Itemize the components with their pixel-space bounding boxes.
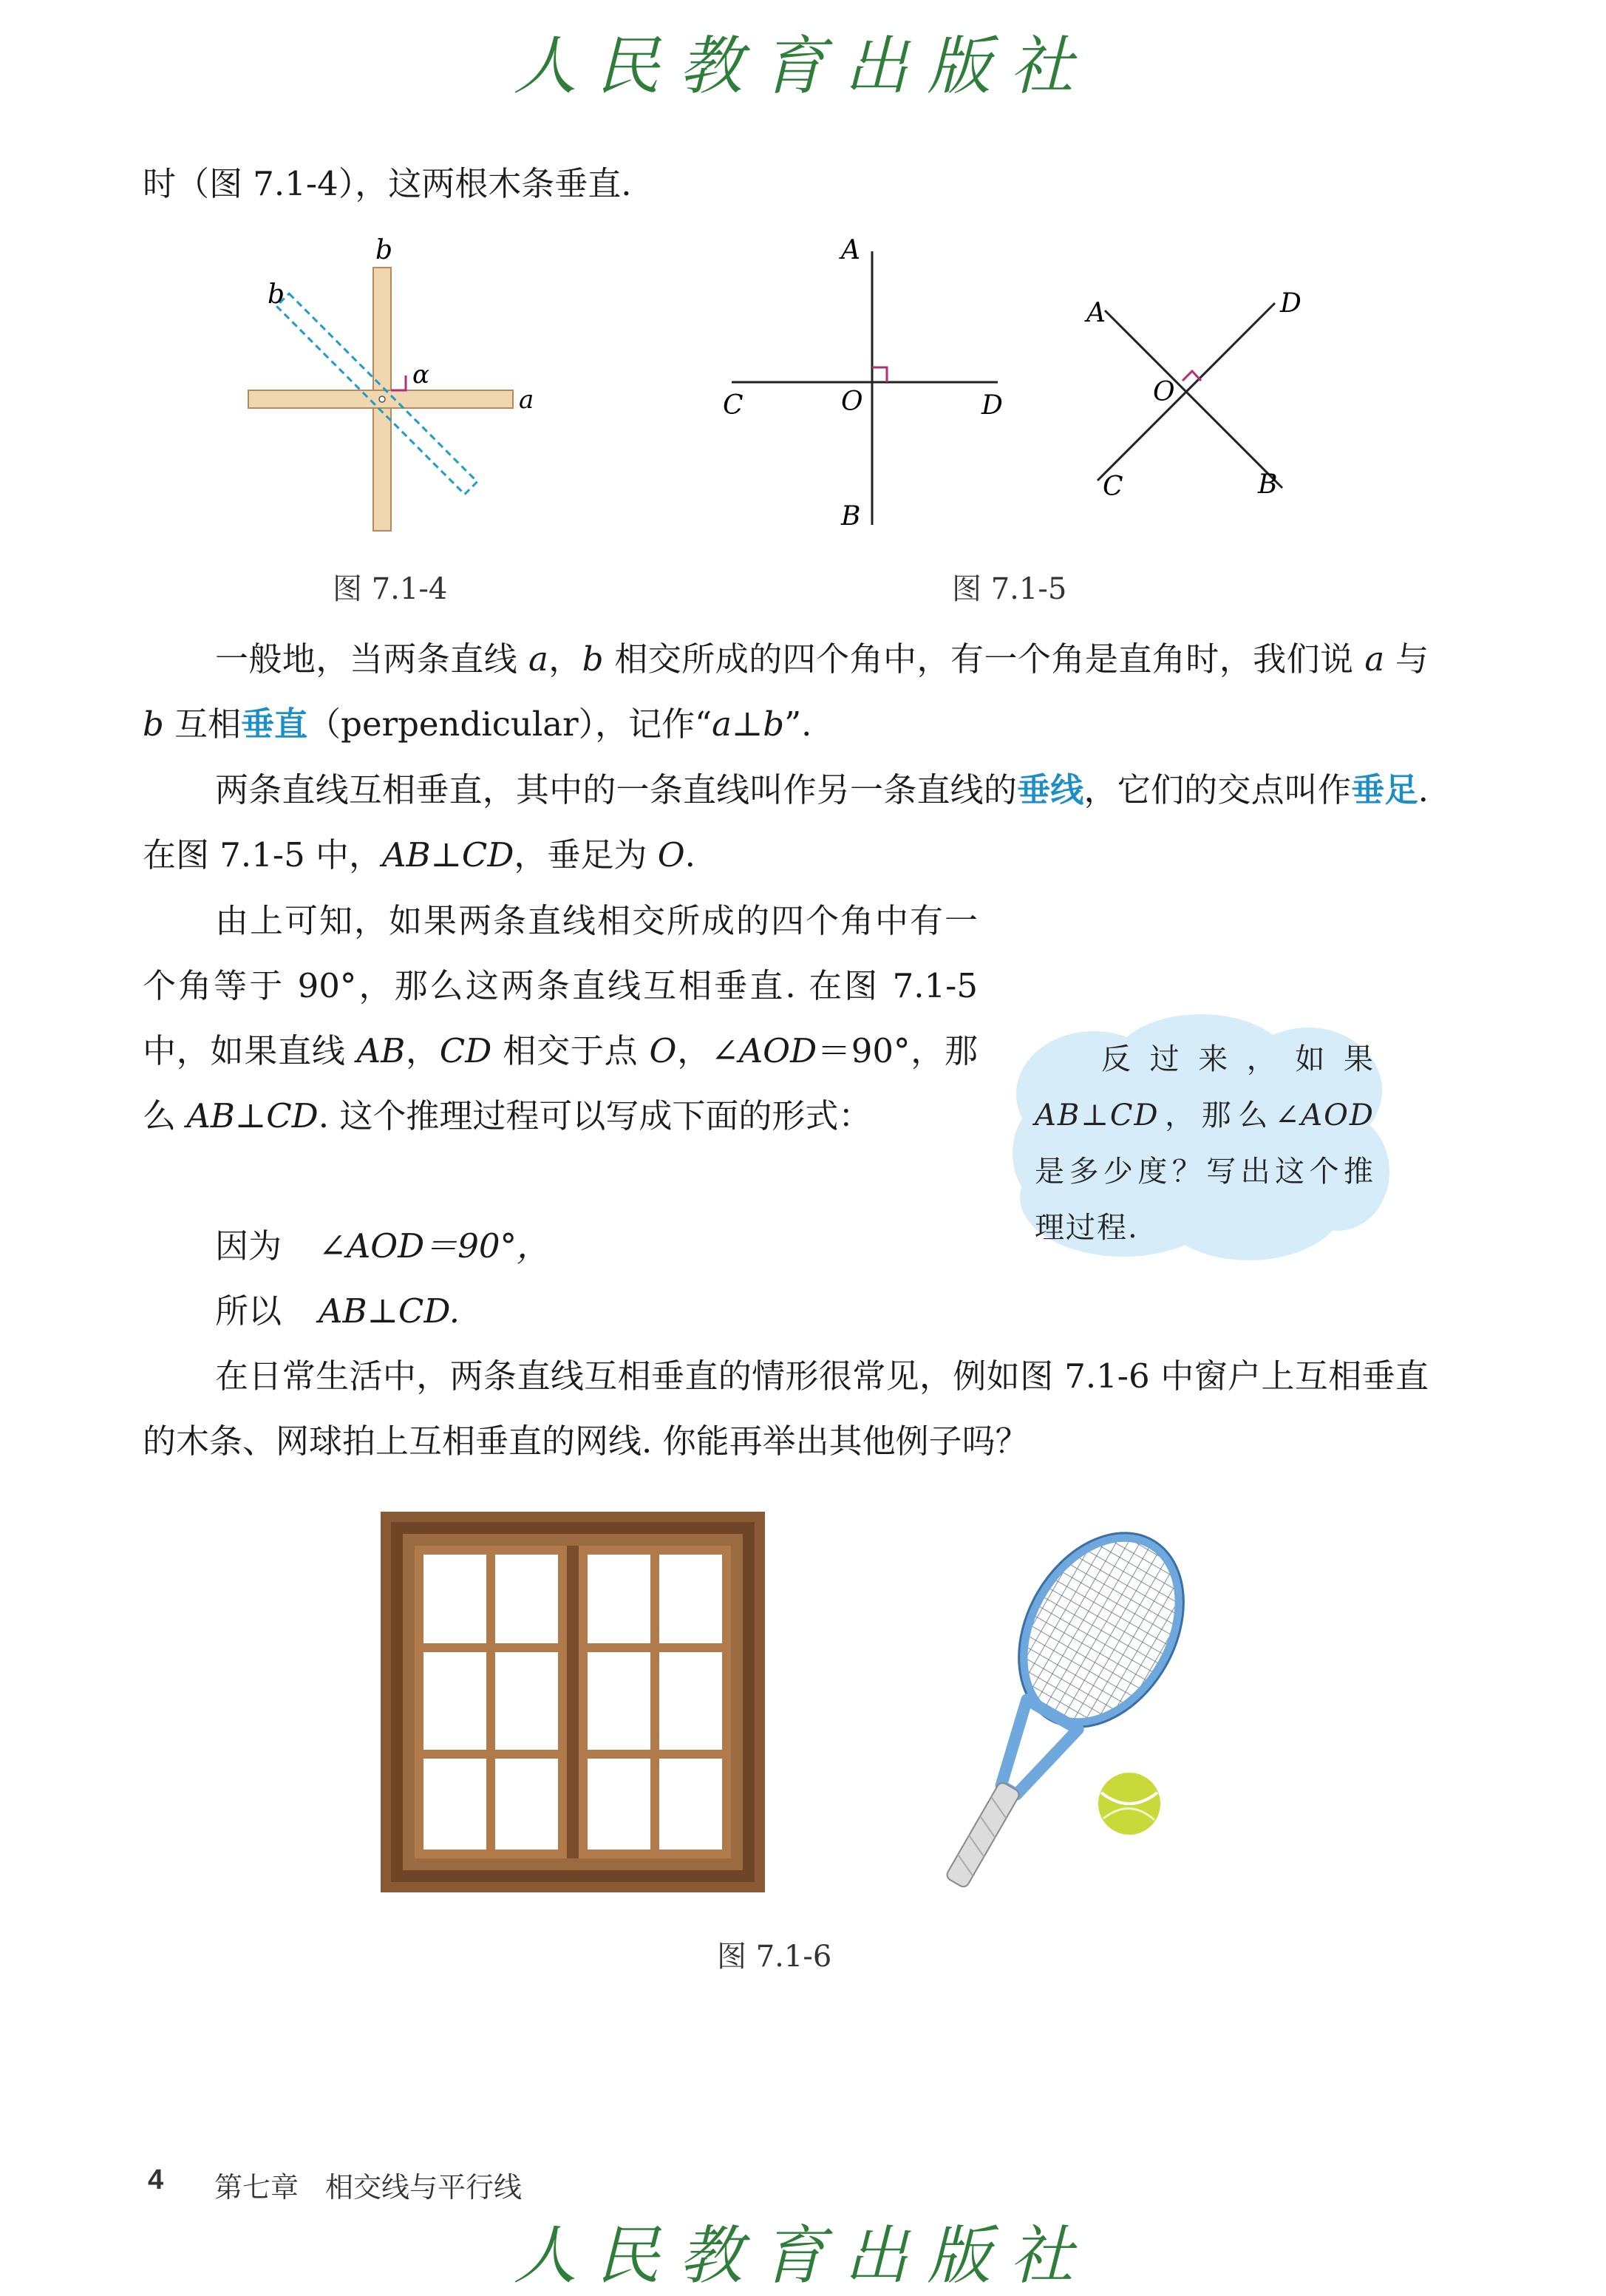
label-O: O <box>1153 377 1175 407</box>
math-a: a <box>528 639 548 679</box>
because-word: 因为 <box>215 1226 282 1266</box>
label-A: A <box>841 235 860 265</box>
text: ，那么 <box>1159 1098 1275 1132</box>
label-B: B <box>1258 469 1278 500</box>
therefore-word: 所以 <box>215 1291 282 1331</box>
window-illustration <box>381 1512 765 1892</box>
caption-fig-7-1-5: 图 7.1-5 <box>952 572 1067 606</box>
right-angle-mark <box>872 367 887 382</box>
keyword-perpendicular-line: 垂线 <box>1017 770 1084 809</box>
figure-7-1-4 <box>237 229 547 540</box>
intro-line: 时（图 7.1-4），这两根木条垂直. <box>143 164 632 203</box>
keyword-perpendicular: 垂直 <box>241 704 308 744</box>
text: 两条直线互相垂直，其中的一条直线叫作另一条直线的 <box>215 770 1018 809</box>
publisher-logo-top: 人民教育出版社 <box>513 30 1093 103</box>
right-angle-mark <box>1183 371 1201 381</box>
text: ”. <box>784 704 812 744</box>
math-cd: CD <box>439 1031 492 1070</box>
chapter-title: 相交线与平行线 <box>325 2173 523 2204</box>
window-left-sash <box>415 1546 567 1858</box>
pivot-point <box>379 396 385 402</box>
text: （perpendicular），记作“ <box>307 704 712 744</box>
window-right-sash <box>579 1546 731 1858</box>
caption-fig-7-1-6: 图 7.1-6 <box>717 1940 832 1974</box>
paragraph-perpendicular-line <box>143 758 1429 888</box>
paragraph-reasoning <box>143 889 978 1149</box>
chapter-label: 第七章 <box>214 2173 299 2204</box>
label-C: C <box>723 390 744 421</box>
text: ，它们的交点叫作 <box>1083 770 1352 809</box>
tennis-racket-illustration <box>894 1523 1205 1892</box>
thought-bubble-text <box>1035 1031 1375 1256</box>
text: ， <box>676 1031 711 1070</box>
text: . <box>684 835 695 874</box>
paragraph-daily-life: 在日常生活中，两条直线互相垂直的情形很常见，例如图 7.1-6 中窗户上互相垂直的木条、网球拍上互相垂直的网线. 你能再举出其他例子吗？ <box>143 1356 1429 1461</box>
label-O: O <box>841 387 863 417</box>
math-b: b <box>143 704 164 744</box>
label-C: C <box>1103 472 1123 502</box>
therefore-expression: AB⊥CD. <box>319 1291 460 1331</box>
text: 相交所成的四个角中，有一个角是直角时，我们说 <box>603 639 1365 679</box>
page-number: 4 <box>148 2164 164 2195</box>
label-A: A <box>1086 298 1106 328</box>
label-D: D <box>1280 288 1302 319</box>
therefore-line <box>215 1279 1501 1344</box>
label-B: B <box>841 501 861 531</box>
text: 反过来，如果 <box>1101 1042 1375 1076</box>
tennis-ball <box>1098 1773 1160 1835</box>
text: 与 <box>1384 639 1429 679</box>
label-b-top: b <box>375 235 393 265</box>
math-notation: a⊥b <box>712 704 785 744</box>
text: . 在图 7.1-5 中， <box>143 770 1429 874</box>
right-angle-mark <box>391 376 406 390</box>
label-D: D <box>981 390 1003 421</box>
text: 是多少度？写出这个推理过程. <box>1035 1155 1375 1245</box>
math-angle-aod: ∠AOD <box>1274 1098 1375 1132</box>
text: 相交于点 <box>491 1031 650 1070</box>
math-ab-perp-cd: AB⊥CD <box>382 835 514 874</box>
math-o: O <box>657 835 685 874</box>
publisher-logo-bottom: 人民教育出版社 <box>513 2219 1093 2293</box>
figure-7-1-5-right <box>1064 274 1316 517</box>
math-ab-perp-cd: AB⊥CD <box>1035 1098 1160 1132</box>
text: ＝90°，那么 <box>143 1031 978 1135</box>
caption-fig-7-1-4: 图 7.1-4 <box>333 572 448 606</box>
text: ， <box>548 639 582 679</box>
math-ab: AB <box>356 1031 406 1070</box>
keyword-foot: 垂足 <box>1351 770 1418 809</box>
math-ab-perp-cd: AB⊥CD <box>186 1096 319 1135</box>
because-expression: ∠AOD＝90°， <box>319 1226 550 1266</box>
text: 一般地，当两条直线 <box>215 639 528 679</box>
label-a: a <box>519 385 534 415</box>
paragraph-definition <box>143 627 1429 757</box>
math-b: b <box>582 639 604 679</box>
math-o: O <box>649 1031 677 1070</box>
text: 互相 <box>163 704 242 744</box>
math-angle-aod: ∠AOD <box>710 1031 817 1070</box>
text: . 这个推理过程可以写成下面的形式： <box>318 1096 872 1135</box>
text: 由上可知，如果两条直线相交所成的四个角中有一个角等于 90°，那么这两条直线互相垂直. 在图 7.1-5 中，如果直线 <box>143 901 978 1070</box>
math-a: a <box>1364 639 1385 679</box>
text: ， <box>405 1031 440 1070</box>
label-alpha: α <box>412 360 429 390</box>
label-b-rotated: b <box>268 279 285 310</box>
text: ，垂足为 <box>514 835 658 874</box>
figure-7-1-5-left <box>710 229 1020 540</box>
